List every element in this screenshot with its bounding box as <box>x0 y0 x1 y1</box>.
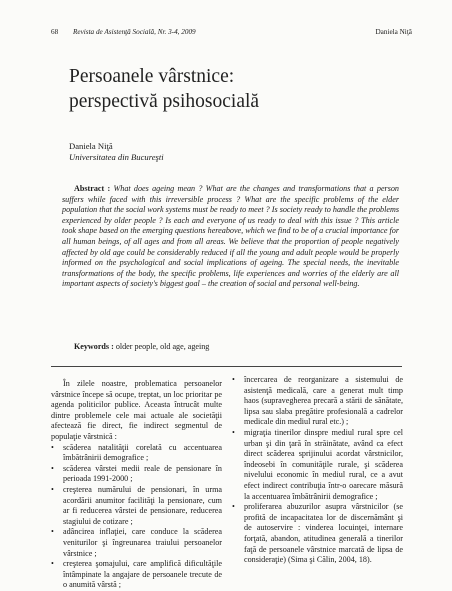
right-bullet-list <box>232 375 403 566</box>
page-number: 68 <box>51 28 59 36</box>
keywords-text: older people, old age, ageing <box>115 342 210 351</box>
running-header <box>51 28 412 38</box>
title-line-1: Persoanele vârstnice: <box>69 66 235 87</box>
author-block <box>69 141 164 163</box>
body-column-left <box>51 375 222 591</box>
abstract-label: Abstract : <box>74 184 111 193</box>
section-divider <box>51 366 402 367</box>
bullet-icon: • <box>51 484 54 494</box>
abstract <box>62 184 399 290</box>
list-item: • scăderea natalităţii corelată cu accentuarea îmbătrânirii demografice ; <box>51 442 222 463</box>
bullet-icon: • <box>51 527 54 537</box>
running-author: Daniela Niţă <box>375 28 412 36</box>
author-affiliation: Universitatea din Bucureşti <box>69 152 164 162</box>
list-item: • creşterea şomajului, care amplifică dificultăţile întâmpinate la angajare de persoanele trecute de o anumită vârstă ; <box>51 559 222 590</box>
bullet-icon: • <box>232 427 235 437</box>
title-line-2: perspectivă psihosocială <box>69 91 260 112</box>
keywords <box>74 342 209 351</box>
left-bullet-list <box>51 443 222 591</box>
list-item: • adâncirea inflaţiei, care conduce la scăderea veniturilor şi îngreunarea traiului persoanelor vârstnice ; <box>51 527 222 558</box>
bullet-icon: • <box>51 463 54 473</box>
keywords-label: Keywords : <box>74 342 114 351</box>
bullet-icon: • <box>51 442 54 452</box>
list-item: • proliferarea abuzurilor asupra vârstnicilor (se profită de incapacitatea lor de discernământ şi de autoservire : vinderea locuinţei, internare forţată, abandon, atitudinea generală a tinerilor faţă de persoanele vârstnice marcată de lipsa de consideraţie) (Sima şi Călin, 2004, 18). <box>232 502 403 565</box>
list-item: • scăderea vârstei medii reale de pensionare în perioada 1991-2000 ; <box>51 463 222 484</box>
bullet-icon: • <box>232 375 235 384</box>
intro-paragraph: În zilele noastre, problematica persoanelor vârstnice începe să ocupe, treptat, un loc prioritar pe agenda politicilor publice. Aceasta întrucât multe dintre problemele cele mai actuale ale societăţii afectează fie direct, fie indirect segmentul de populaţie vârstnică : <box>51 379 222 441</box>
body-column-right <box>232 375 403 566</box>
article-title <box>69 64 389 114</box>
author-name: Daniela Niţă <box>69 141 113 151</box>
list-item: • creşterea numărului de pensionari, în urma acordării anumitor facilităţi la pensionare, cum ar fi reducerea vârstei de pensionare, reducerea stagiului de cotizare ; <box>51 484 222 526</box>
journal-name: Revista de Asistenţă Socială, Nr. 3-4, 2009 <box>73 28 196 36</box>
bullet-icon: • <box>232 502 235 512</box>
list-item: • migraţia tinerilor dinspre mediul rural spre cel urban şi din ţară în străinătate, având ca efect direct scăderea sprijinului acordat vârstnicilor, îndeosebi în comunităţile rurale, şi scăderea nivelului economic în mediul rural, ce a avut efect indirect contribuţia într-o oarecare măsură la accentuarea îmbătrânirii demografice ; <box>232 427 403 501</box>
abstract-text: What does ageing mean ? What are the changes and transformations that a person suffers while faced with this irreversible process ? What are the specific problems of the elder population that the social work systems must be ready to meet ? Is society ready to handle the problems experienced by older people ? Is each and everyone of us ready to deal with this issue ? This article took shape based on the emerging questions hereabove, which we find to be of a crucial importance for all human beings, of all ages and from all areas. We believe that the proportion of people negatively affected by old age could be considerably reduced if all the young and adult people would be properly informed on the psychological and social implications of ageing. The special needs, the inevitable transformations of the body, the specific problems, life experiences and worries of the elderly are all important aspects of society's biggest goal – the creation of social and personal well-being. <box>62 184 399 289</box>
bullet-icon: • <box>51 559 54 569</box>
list-item: • încercarea de reorganizare a sistemului de asistenţă medicală, care a generat mult timp haos (supravegherea precară a stării de sănătate, lipsa sau slaba pregătire profesională a cadrelor medicale din mediul rural etc.) ; <box>232 375 403 427</box>
